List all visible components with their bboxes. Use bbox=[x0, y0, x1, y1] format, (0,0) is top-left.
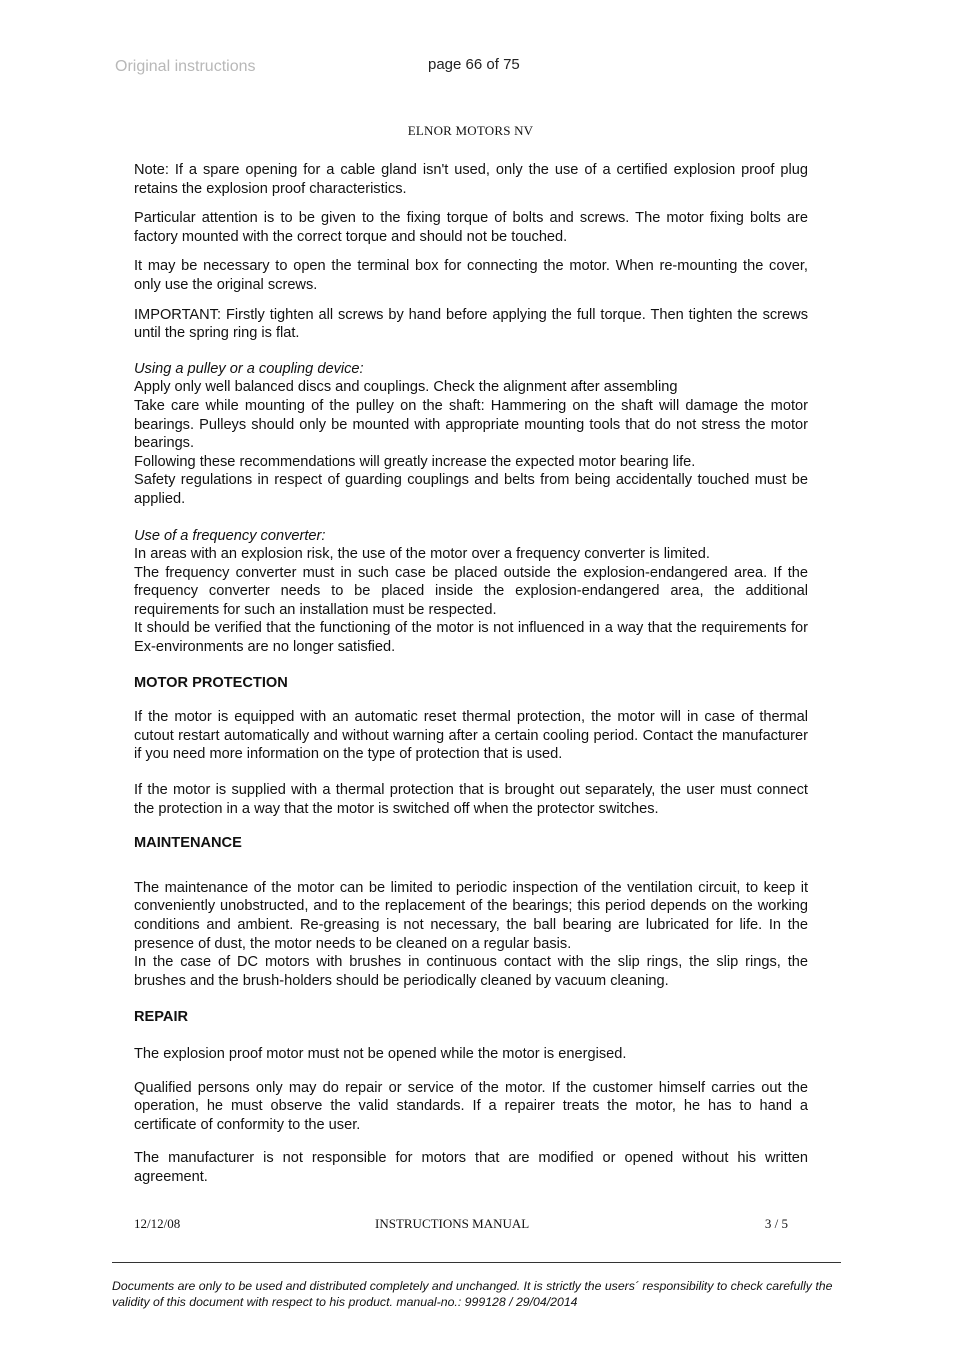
original-instructions-watermark: Original instructions bbox=[115, 58, 256, 75]
pulley-paragraph-safety: Safety regulations in respect of guarding couplings and belts from being accidentally touched must be applied. bbox=[134, 472, 808, 507]
document-body bbox=[134, 161, 808, 1187]
footer-disclaimer: Documents are only to be used and distributed completely and unchanged. It is strictly the users´ responsibility to check carefully the validity of this document with respect to his product. manual-no.: 999128 / 29/04/2014 bbox=[112, 1279, 833, 1309]
protection-paragraph-automatic-reset: If the motor is equipped with an automatic reset thermal protection, the motor will in case of thermal cutout restart automatically and without warning after a certain cooling period. Contact the manufacturer if you need more information on the type of protection that is used. bbox=[134, 709, 808, 763]
footer-divider bbox=[112, 1262, 841, 1263]
frequency-paragraph-limited: In areas with an explosion risk, the use of the motor over a frequency converter is limited. bbox=[134, 546, 710, 563]
footer-page: 3 / 5 bbox=[764, 1216, 788, 1231]
footer-title: INSTRUCTIONS MANUAL bbox=[375, 1216, 530, 1231]
frequency-converter-heading: Use of a frequency converter: bbox=[134, 527, 326, 544]
company-name: ELNOR MOTORS NV bbox=[407, 123, 534, 138]
frequency-paragraph-verify: It should be verified that the functioning of the motor is not influenced in a way that the requirements for Ex-environments are no longer satisfied. bbox=[134, 620, 808, 656]
paragraph-cable-gland-note: Note: If a spare opening for a cable gland isn't used, only the use of a certified explosion proof plug retains the explosion proof characteristics. bbox=[134, 162, 808, 197]
frequency-paragraph-placement: The frequency converter must in such case be placed outside the explosion-endangered area. If the frequency converter needs to be placed inside the explosion-endangered area, the additional requirements for such an installation must be respected. bbox=[134, 564, 808, 618]
repair-paragraph-qualified-persons: Qualified persons only may do repair or service of the motor. If the customer himself carries out the operation, he must observe the valid standards. If a repairer treats the motor, he has to hand a certificate of conformity to the user. bbox=[134, 1079, 808, 1133]
maintenance-paragraph-inspection: The maintenance of the motor can be limited to periodic inspection of the ventilation circuit, to keep it conveniently unobstructed, and to the replacement of the bearings; this period depends on the working conditions and ambient. Re-greasing is not necessary, the ball bearing are lubricated for life. In the presence of dust, the motor needs to be cleaned on a regular basis. bbox=[134, 879, 808, 952]
paragraph-terminal-box: It may be necessary to open the terminal box for connecting the motor. When re-mounting the cover, only use the original screws. bbox=[134, 258, 808, 293]
pulley-heading: Using a pulley or a coupling device: bbox=[134, 360, 364, 377]
protection-paragraph-separate: If the motor is supplied with a thermal protection that is brought out separately, the user must connect the protection in a way that the motor is switched off when the protector switches. bbox=[134, 782, 808, 817]
maintenance-heading: MAINTENANCE bbox=[134, 835, 242, 852]
document-footer bbox=[134, 1216, 788, 1232]
paragraph-important-screws: IMPORTANT: Firstly tighten all screws by hand before applying the full torque. Then tighten the screws until the spring ring is flat. bbox=[134, 306, 808, 342]
footer-date: 12/12/08 bbox=[134, 1216, 181, 1231]
pulley-paragraph-bearing-life: Following these recommendations will greatly increase the expected motor bearing life. bbox=[134, 453, 696, 470]
pulley-paragraph-mounting: Take care while mounting of the pulley on the shaft: Hammering on the shaft will damage the motor bearings. Pulleys should only be mounted with appropriate mounting tools that do not stress the motor bearings. bbox=[134, 397, 808, 452]
pulley-paragraph-balanced: Apply only well balanced discs and couplings. Check the alignment after assembling bbox=[134, 379, 678, 396]
maintenance-paragraph-dc-motors: In the case of DC motors with brushes in continuous contact with the slip rings, the slip rings, the brushes and the brush-holders should be periodically cleaned by vacuum cleaning. bbox=[134, 954, 808, 989]
repair-paragraph-manufacturer: The manufacturer is not responsible for motors that are modified or opened without his written agreement. bbox=[134, 1150, 808, 1185]
page-number: page 66 of 75 bbox=[428, 56, 520, 73]
repair-heading: REPAIR bbox=[134, 1009, 189, 1026]
paragraph-fixing-torque: Particular attention is to be given to the fixing torque of bolts and screws. The motor fixing bolts are factory mounted with the correct torque and should not be touched. bbox=[134, 210, 808, 245]
motor-protection-heading: MOTOR PROTECTION bbox=[134, 674, 288, 691]
repair-paragraph-energised: The explosion proof motor must not be opened while the motor is energised. bbox=[134, 1045, 627, 1062]
